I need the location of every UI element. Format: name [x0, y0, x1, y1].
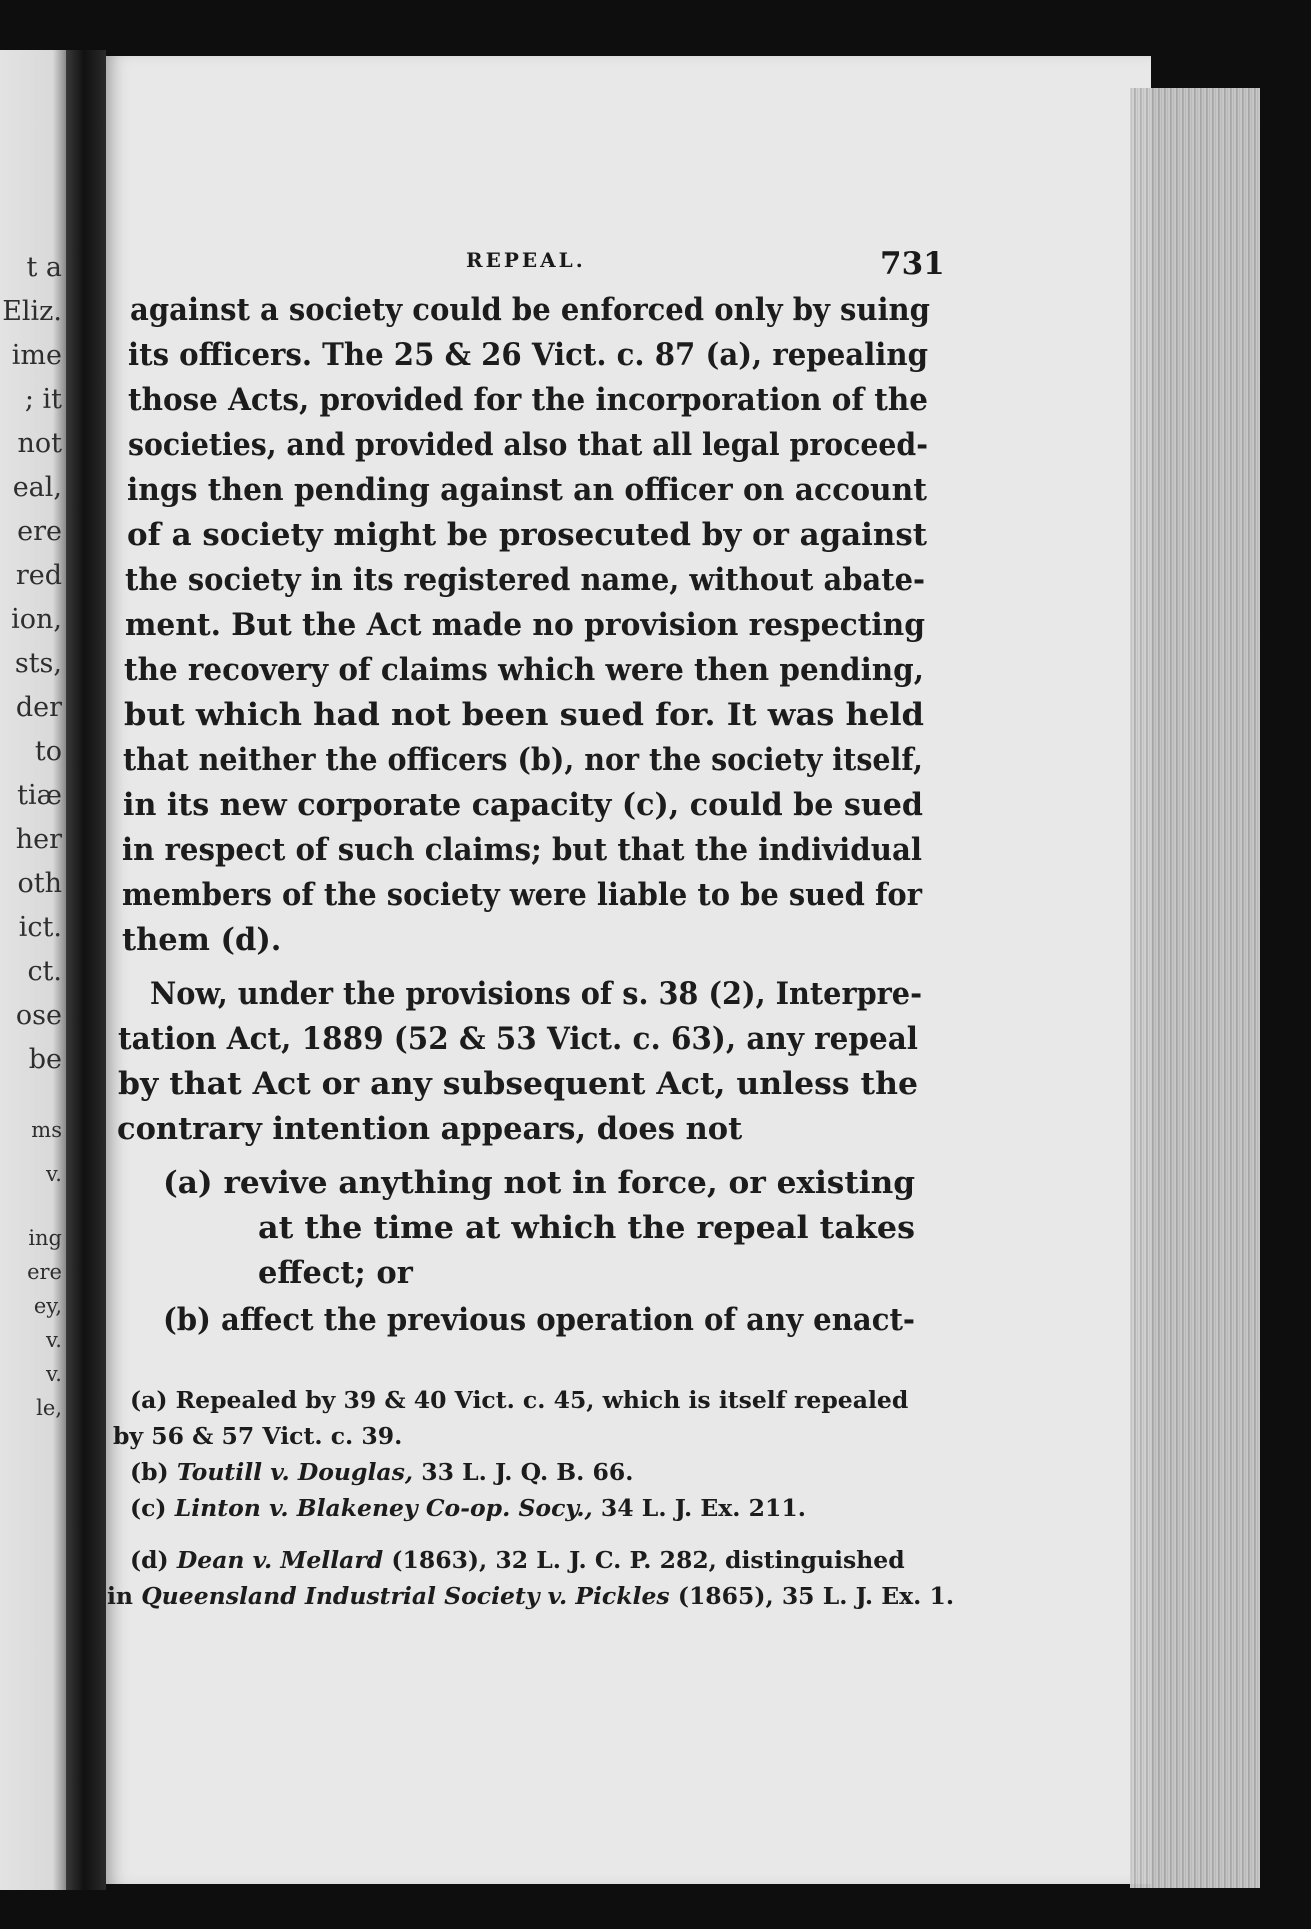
footnote-d-line-2 — [107, 1582, 954, 1610]
body-line: the recovery of claims which were then pending, — [124, 652, 924, 688]
previous-page-fragment: v. — [45, 1328, 62, 1352]
previous-page-fragment: ose — [15, 1000, 62, 1031]
previous-page-fragment: ere — [17, 516, 62, 547]
previous-page-fragment: t a — [26, 252, 62, 283]
footnote-b-citation: 33 L. J. Q. B. 66. — [421, 1458, 634, 1486]
body-line: effect; or — [258, 1255, 413, 1291]
footnote-b-marker: (b) — [130, 1458, 169, 1486]
previous-page-fragment: v. — [45, 1362, 62, 1386]
previous-page-fragment: v. — [45, 1162, 62, 1186]
body-line: them (d). — [122, 922, 282, 958]
body-line: (b) affect the previous operation of any enact- — [163, 1302, 915, 1338]
body-line: tation Act, 1889 (52 & 53 Vict. c. 63), any repeal — [118, 1021, 918, 1057]
previous-page-fragment: eal, — [12, 472, 62, 503]
previous-page-fragment: not — [17, 428, 62, 459]
footnote-a-line-2: by 56 & 57 Vict. c. 39. — [113, 1422, 403, 1450]
previous-page-fragment: Eliz. — [2, 296, 62, 327]
page-number: 731 — [880, 246, 945, 282]
body-line: members of the society were liable to be sued for — [122, 877, 922, 913]
body-line: against a society could be enforced only by suing — [130, 292, 930, 328]
body-line: those Acts, provided for the incorporation of the — [128, 382, 928, 418]
body-line: Now, under the provisions of s. 38 (2), Interpre- — [150, 976, 922, 1012]
body-line: ment. But the Act made no provision respecting — [125, 607, 925, 643]
footnote-d-line2-prefix: in — [107, 1582, 134, 1610]
book-gutter — [66, 50, 106, 1890]
previous-page-fragment: ion, — [11, 604, 62, 635]
body-line: its officers. The 25 & 26 Vict. c. 87 (a), repealing — [128, 337, 928, 373]
footnote-c-marker: (c) — [130, 1494, 167, 1522]
previous-page-fragment: ime — [11, 340, 62, 371]
body-line: societies, and provided also that all legal proceed- — [128, 427, 928, 463]
footnote-b — [130, 1458, 633, 1486]
previous-page-edge — [0, 50, 66, 1890]
footnote-d-case-name: Dean v. Mellard — [176, 1546, 384, 1574]
footnote-d-marker: (d) — [130, 1546, 169, 1574]
body-line: by that Act or any subsequent Act, unless the — [118, 1066, 918, 1102]
previous-page-fragment: her — [15, 824, 62, 855]
previous-page-fragment: le, — [36, 1396, 62, 1420]
previous-page-fragment: ey, — [33, 1294, 62, 1318]
footnote-c — [130, 1494, 806, 1522]
previous-page-fragment: oth — [17, 868, 62, 899]
body-line: but which had not been sued for. It was held — [124, 697, 924, 733]
previous-page-fragment: ict. — [18, 912, 62, 943]
body-line: ings then pending against an officer on account — [127, 472, 927, 508]
previous-page-fragment: to — [34, 736, 62, 767]
footnote-d-citation: (1863), 32 L. J. C. P. 282, distinguished — [391, 1546, 905, 1574]
previous-page-fragment: red — [15, 560, 62, 591]
running-head: REPEAL. — [466, 248, 586, 272]
previous-page-fragment: ; it — [24, 384, 62, 415]
footnote-d-line-1 — [130, 1546, 905, 1574]
previous-page-fragment: sts, — [14, 648, 62, 679]
footnote-c-citation: 34 L. J. Ex. 211. — [600, 1494, 806, 1522]
previous-page-fragment: ct. — [27, 956, 62, 987]
footnote-a-line-1: (a) Repealed by 39 & 40 Vict. c. 45, which is itself repealed — [130, 1386, 909, 1414]
body-line: contrary intention appears, does not — [117, 1111, 743, 1147]
footnote-d-line2-case: Queensland Industrial Society v. Pickles — [141, 1582, 670, 1610]
previous-page-fragment: ing — [28, 1226, 62, 1250]
body-line: at the time at which the repeal takes — [258, 1210, 915, 1246]
previous-page-fragment: tiæ — [17, 780, 62, 811]
footnote-c-case-name: Linton v. Blakeney Co-op. Socy., — [174, 1494, 593, 1522]
body-line: that neither the officers (b), nor the society itself, — [123, 742, 923, 778]
body-line: in respect of such claims; but that the individual — [122, 832, 922, 868]
previous-page-fragment: ms — [31, 1118, 62, 1142]
body-line: in its new corporate capacity (c), could be sued — [123, 787, 923, 823]
body-line: of a society might be prosecuted by or against — [127, 517, 927, 553]
body-line: the society in its registered name, without abate- — [125, 562, 925, 598]
previous-page-fragment: der — [15, 692, 62, 723]
page-block-edge — [1130, 88, 1260, 1888]
previous-page-fragment: be — [28, 1044, 62, 1075]
body-line: (a) revive anything not in force, or existing — [163, 1165, 915, 1201]
footnote-d-line2-citation: (1865), 35 L. J. Ex. 1. — [677, 1582, 955, 1610]
previous-page-fragment: ere — [27, 1260, 62, 1284]
footnote-b-case-name: Toutill v. Douglas, — [176, 1458, 414, 1486]
